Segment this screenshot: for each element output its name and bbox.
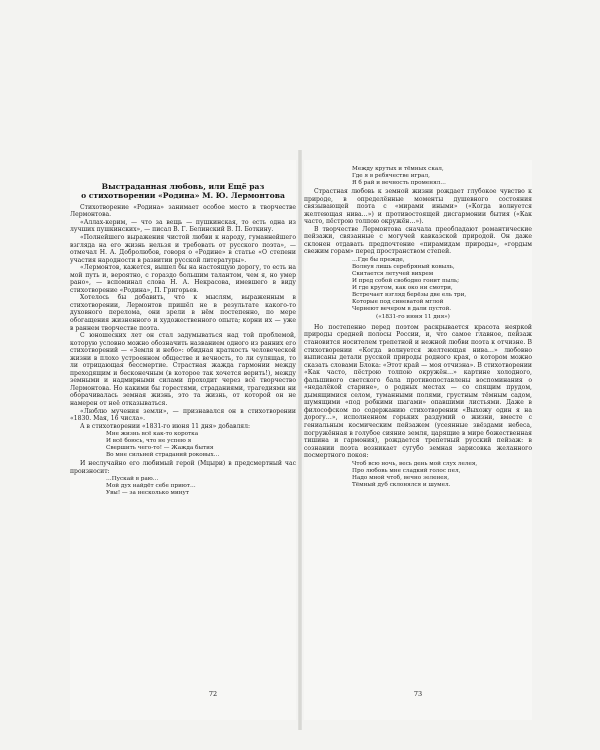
verse-quote: Между крутых и тёмных скал, Где я в ребячестве играл, Я б рай и вечность променял…: [352, 166, 446, 186]
book-gutter: [298, 150, 302, 730]
right-page: [304, 160, 532, 720]
left-page: [70, 160, 296, 720]
verse-quote: …Пускай в раю… Мой дух найдёт себе приют… Увы! — за несколько минут: [106, 476, 196, 497]
paragraph: Страстная любовь к земной жизни рождает глубокое чувство к природе, в определённые моменты душевного состояния связывающей поэта с «мирами иными» («Когда волнуется желтеющая нива…») и противостоящей дисгармонии бытия («Как часто, пёстрою толпою окружён…»).: [304, 188, 532, 226]
paragraph: «Лермонтов, кажется, вышел бы на настоящую дорогу, то есть на мой путь и, вероятно, с гораздо большим талантом, чем я, но умер рано», — вспоминал слова Н. А. Некрасова, имевшего в виду стихотворение «Родина», П. Григорьев.: [70, 264, 296, 294]
paragraph: «Люблю мучения земли», — признавался он в стихотворении «1830. Мая, 16 числа».: [70, 407, 296, 423]
verse-date: («1831-го июня 11 дня»): [376, 313, 450, 320]
paragraph: Стихотворение «Родина» занимает особое место в творчестве Лермонтова.: [70, 203, 296, 219]
paragraph: Но постепенно перед поэтом раскрывается красота неяркой природы средней полосы России, и, что самое главное, пейзаж становится носителем трепетной и нежной любви поэта к отчизне. В стихотворении «Когда волнуется желтеющая нива…» любовно выписаны детали русской природы родного края, о котором можно сказать словами Блока: «Этот край — моя отчизна». В стихотворении «Как часто, пёстрою толпою окружён…» картине холодного, фальшивого светского бала противопоставлены воспоминания о «недалёкой старине», о родных местах — со спящим прудом, дымящимися селом, туманными полями, грустным тёмным садом, шумящими «под робкими шагами» опавшими листьями. Даже в философском по содержанию стихотворении «Выхожу один я на дорогу…», исполненном горьких раздумий о жизни, вместе с гениальным космическим пейзажем (усеянные звёздами небеса, погружённая в голубое сияние земля, царящие в мире божественная тишина и гармония), рождается трепетный русский пейзаж: в сознании поэта возникает сугубо земная зарисовка желанного посмертного покоя:: [304, 323, 532, 460]
paragraph: В творчестве Лермонтова сначала преобладают романтические пейзажи, связанные с могучей кавказской природой. Он даже склонен отдавать предпочтение «пирамидам природы», «гордым свежим горам» перед пространством степей.: [304, 225, 532, 256]
paragraph: С юношеских лет он стал задумываться над той проблемой, которую условно можно обозначить названием одного из ранних его стихотворений — «Земля и небо»: обидная краткость человеческой жизни в плохо устроенном обществе и вечность, то ли сулящая, то ли отрицающая бессмертие. Страстная жажда гармонии между преходящим и бесконечным (в которое так хочется верить!), между земными и надмирными силами проходит через всё творчество Лермонтова. Но какими бы горестями, страданиями, трагедиями ни оборачивалась земная жизнь, это та жизнь, от которой он не намерен от неё отказываться.: [70, 332, 296, 408]
paragraph: Хотелось бы добавить, что к мыслям, выраженным в стихотворении, Лермонтов пришёл не в результате какого-то духовного перелома, они зрели в нём постепенно, по мере обогащения жизненного и художественного опыта; корни их — уже в раннем творчестве поэта.: [70, 294, 296, 332]
verse-quote: Чтоб всю ночь, весь день мой слух лелея, Про любовь мне сладкий голос пел, Надо мной чтоб, вечно зеленея, Тёмный дуб склонялся и шумел.: [352, 460, 478, 488]
paragraph: И неслучайно его любимый герой (Мцыри) в предсмертный час произносит:: [70, 460, 296, 475]
heading-line-1: Выстраданная любовь, или Ещё раз: [101, 182, 265, 191]
verse-quote: …Где бы прежде, Волнуя лишь серебряный ковыль, Скитается летучей вихрем И пред собой свободно гонит пыль; И где кругом, как око ни смотри, Встречает взгляд берёзы две ель три, Которые под синеватой мглой Чернеют вечером в дали пустой.: [352, 256, 467, 312]
page-number: 73: [413, 690, 423, 698]
paragraph: «Аллах-керим, — что за вещь — пушкинская, то есть одна из лучших пушкинских», — писал В. Г. Белинский В. П. Боткину.: [70, 218, 296, 234]
page-number: 72: [208, 690, 218, 698]
verse-quote: Мне жизнь всё как-то коротка И всё боюсь, что не успею я Свершить чего-то! — Жажда бытия Во мне сильней страданий роковых…: [106, 431, 220, 459]
heading-line-2: о стихотворении «Родина» М. Ю. Лермонтова: [81, 191, 285, 201]
article-heading: [70, 182, 296, 201]
paragraph: «Полнейшего выражения чистой любви к народу, гуманнейшего взгляда на его жизнь нельзя и требовать от русского поэта», — отмечал Н. А. Добролюбов, говоря о «Родине» в статье «О степени участия народности в развитии русской литературы».: [70, 234, 296, 264]
paragraph: А в стихотворении «1831-го июня 11 дня» добавлял:: [80, 422, 251, 430]
